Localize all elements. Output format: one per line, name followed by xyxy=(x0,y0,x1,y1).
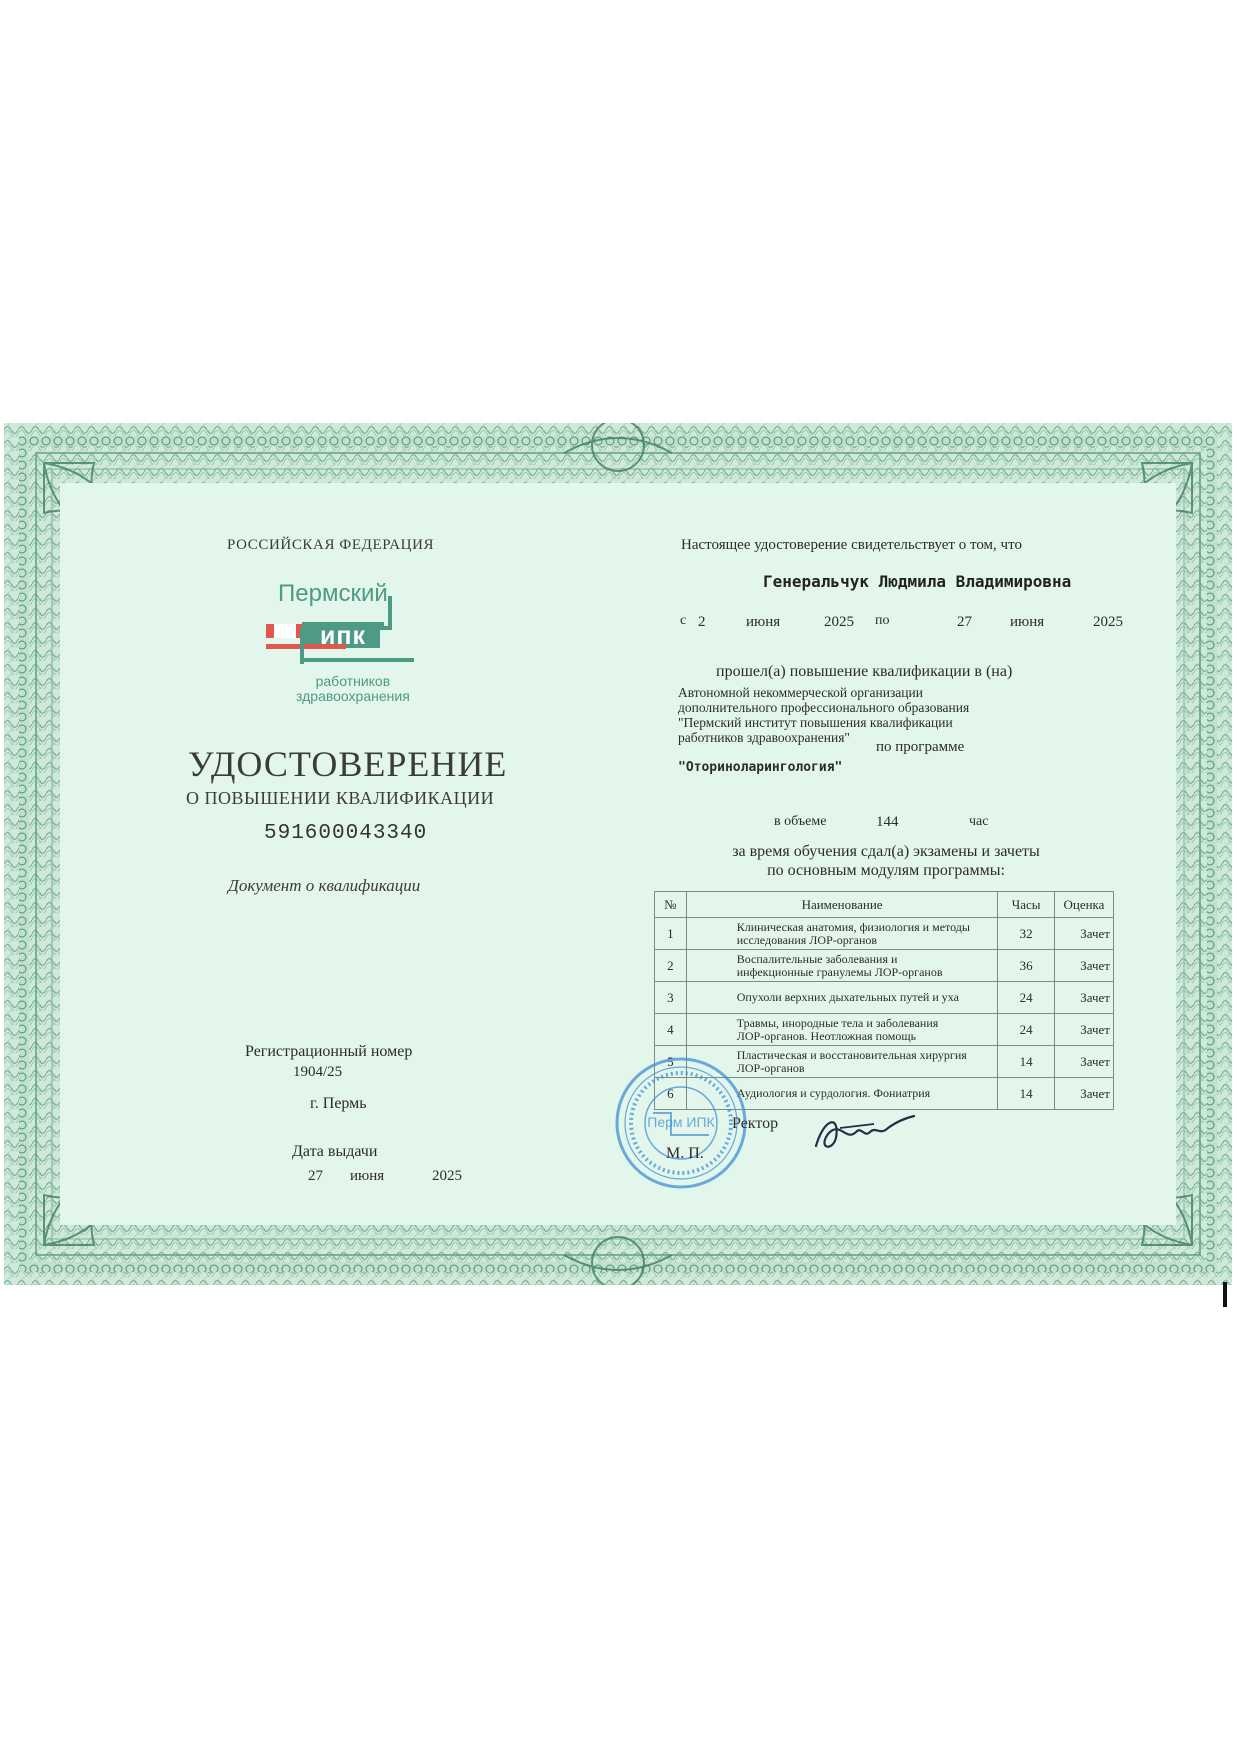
module-name-line: Травмы, инородные тела и заболевания xyxy=(736,1015,939,1030)
scan-edge-mark xyxy=(1223,1282,1227,1307)
by-program-label: по программе xyxy=(876,739,965,755)
module-name-line: инфекционные гранулемы ЛОР-органов xyxy=(736,964,943,979)
exams-text xyxy=(711,842,1061,880)
rector-signature xyxy=(810,1108,920,1156)
module-hours: 14 xyxy=(998,1078,1055,1110)
exams-line: за время обучения сдал(а) экзамены и зачеты xyxy=(732,843,1040,860)
module-name-line: исследования ЛОР-органов xyxy=(736,932,878,947)
table-header-row xyxy=(655,892,1114,918)
organization-line: Автономной некоммерческой организации xyxy=(678,685,923,700)
organization-line: "Пермский институт повышения квалификации xyxy=(678,715,953,730)
module-name xyxy=(686,1014,998,1046)
module-grade: Зачет xyxy=(1054,982,1113,1014)
period-to-month: июня xyxy=(1010,614,1045,630)
period-to-day: 27 xyxy=(957,614,972,630)
rector-label: Ректор xyxy=(732,1115,779,1132)
city: г. Пермь xyxy=(310,1095,367,1112)
document-type: Документ о квалификации xyxy=(228,876,421,895)
table-row xyxy=(655,982,1114,1014)
certificate-number: 591600043340 xyxy=(264,822,428,845)
column-header-num: № xyxy=(655,892,687,918)
certificate-subtitle: О ПОВЫШЕНИИ КВАЛИФИКАЦИИ xyxy=(186,788,495,808)
organization-line: дополнительного профессионального образования xyxy=(678,700,970,715)
column-header-name: Наименование xyxy=(686,892,998,918)
logo-word-perm: Пермский xyxy=(278,580,388,607)
module-name-line: ЛОР-органов. Неотложная помощь xyxy=(736,1028,917,1043)
period-to-word: по xyxy=(875,613,890,628)
issue-month: июня xyxy=(350,1168,385,1184)
exams-line: по основным модулям программы: xyxy=(767,862,1005,879)
module-hours: 36 xyxy=(998,950,1055,982)
table-row xyxy=(655,1014,1114,1046)
certificate-title: УДОСТОВЕРЕНИЕ xyxy=(188,744,508,784)
column-header-grade: Оценка xyxy=(1054,892,1113,918)
period-to-year: 2025 xyxy=(1093,614,1123,630)
module-grade: Зачет xyxy=(1054,950,1113,982)
module-name-line: Пластическая и восстановительная хирургия xyxy=(736,1047,967,1062)
issue-day: 27 xyxy=(308,1168,323,1184)
module-name-line: ЛОР-органов xyxy=(736,1060,805,1075)
passed-text: прошел(а) повышение квалификации в (на) xyxy=(716,663,1013,680)
module-name xyxy=(686,982,998,1014)
period-from-month: июня xyxy=(746,614,781,630)
module-name-line: Воспалительные заболевания и xyxy=(736,951,898,966)
column-header-hours: Часы xyxy=(998,892,1055,918)
volume-unit: час xyxy=(969,814,989,829)
country-heading: РОССИЙСКАЯ ФЕДЕРАЦИЯ xyxy=(227,537,435,553)
module-name-line: Аудиология и сурдология. Фониатрия xyxy=(736,1086,931,1100)
holder-name: Генеральчук Людмила Владимировна xyxy=(763,572,1072,591)
official-stamp xyxy=(613,1055,749,1191)
module-number: 1 xyxy=(655,918,687,950)
module-name xyxy=(686,918,998,950)
module-hours: 14 xyxy=(998,1046,1055,1078)
module-number: 6 xyxy=(655,1078,687,1110)
period-from-day: 2 xyxy=(698,614,706,630)
module-number: 4 xyxy=(655,1014,687,1046)
registration-number: 1904/25 xyxy=(293,1064,343,1080)
module-grade: Зачет xyxy=(1054,1078,1113,1110)
module-hours: 24 xyxy=(998,1014,1055,1046)
module-grade: Зачет xyxy=(1054,918,1113,950)
stamp-text: Перм ИПК xyxy=(647,1114,715,1130)
issue-year: 2025 xyxy=(432,1168,462,1184)
volume-hours: 144 xyxy=(876,814,899,830)
module-grade: Зачет xyxy=(1054,1014,1113,1046)
table-row xyxy=(655,950,1114,982)
intro-text: Настоящее удостоверение свидетельствует о том, что xyxy=(681,537,1022,553)
period-from-word: с xyxy=(680,613,687,628)
module-hours: 24 xyxy=(998,982,1055,1014)
module-name-line: Опухоли верхних дыхательных путей и уха xyxy=(736,990,959,1004)
module-grade: Зачет xyxy=(1054,1046,1113,1078)
logo-caption-line: здравоохранения xyxy=(296,688,410,704)
period-from-year: 2025 xyxy=(824,614,854,630)
volume-label: в объеме xyxy=(774,814,827,829)
logo-word-ipk: ипк xyxy=(320,622,366,650)
registration-label: Регистрационный номер xyxy=(245,1043,413,1060)
table-row xyxy=(655,918,1114,950)
module-number: 5 xyxy=(655,1046,687,1078)
logo-caption xyxy=(296,674,410,704)
module-name-line: Клиническая анатомия, физиология и методы xyxy=(736,919,970,934)
organization-name xyxy=(678,685,969,745)
module-name xyxy=(686,950,998,982)
program-name: "Оториноларингология" xyxy=(678,760,843,775)
logo-caption-line: работников xyxy=(315,673,391,689)
module-hours: 32 xyxy=(998,918,1055,950)
seal-place-label: М. П. xyxy=(666,1145,704,1162)
issue-date-label: Дата выдачи xyxy=(292,1143,378,1160)
module-number: 3 xyxy=(655,982,687,1014)
organization-line: работников здравоохранения" xyxy=(678,730,850,745)
module-number: 2 xyxy=(655,950,687,982)
